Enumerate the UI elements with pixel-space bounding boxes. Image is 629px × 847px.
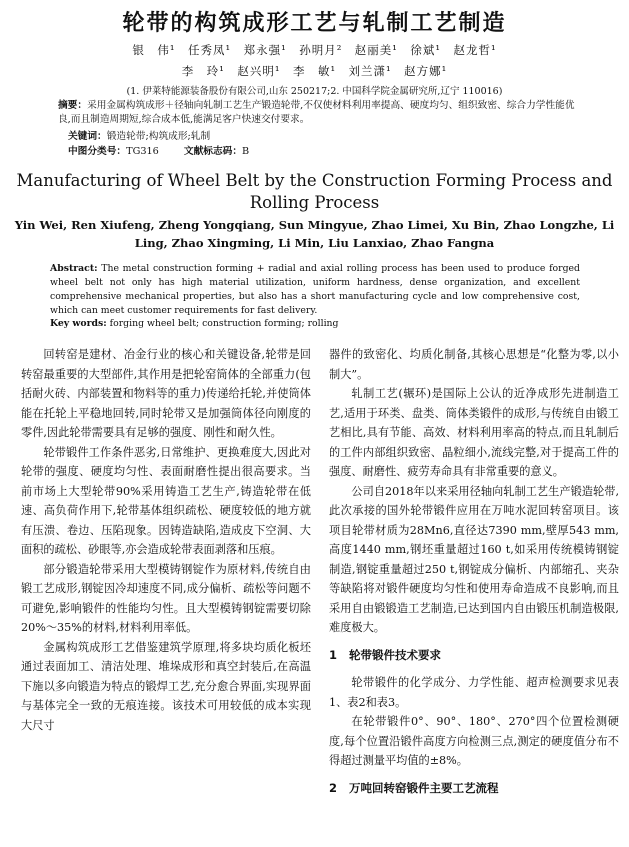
title-en: Manufacturing of Wheel Belt by the Construction Forming Process and Rolling Process [16,171,613,212]
paragraph: 公司自2018年以来采用径轴向轧制工艺生产锻造轮带,此次承接的国外轮带锻件应用在万吨水泥回转窑项目。该项目轮带材质为28Mn6,直径达7390 mm,壁厚543 mm,高度1440 mm,钢坯重量超过160 t,如采用传统模铸钢锭制造,钢锭重量超过250 t,钢锭成分偏析、内部缩孔、夹杂等缺陷将对锻件硬度均匀性和使用寿命造成不良影响,而且采用自由锻锻造工艺制造,已达到国内自由锻压机制造极限,难度极大。 [329,484,619,634]
abstract-cn-text: 采用金属构筑成形＋径轴向轧制工艺生产锻造轮带,不仅使材料利用率提高、硬度均匀、组织致密、综合力学性能优良,而且制造周期短,综合成本低,能满足客户快速交付要求。 [58,100,575,125]
classification-cn [68,145,593,159]
abstract-en-label: Abstract: [50,263,98,274]
paragraph: 轧制工艺(辗环)是国际上公认的近净成形先进制造工艺,适用于环类、盘类、筒体类锻件的成形,与传统自由锻工艺相比,具有节能、高效、材料利用率高的特点,而且轧制后的工件内部组织致密、晶粒细小,流线完整,对于提高工件的强度、耐磨性、疲劳寿命具有非常重要的意义。 [329,387,619,478]
doc-code-value: B [242,146,250,157]
paragraph: 部分锻造轮带采用大型模铸钢锭作为原材料,传统自由锻工艺成形,钢锭因冷却速度不同,成分偏析、疏松等问题不可避免,影响锻件的性能均匀性。且大型模铸钢锭需要切除20%～35%的材料,材料利用率低。 [21,562,311,634]
doc-code-label: 文献标志码： [183,146,243,157]
keywords-en [50,318,580,329]
abstract-cn [58,99,583,127]
title-cn: 轮带的构筑成形工艺与轧制工艺制造 [122,11,507,36]
abstract-cn-label: 摘要： [58,100,88,111]
keywords-cn-label: 关键词： [68,131,107,142]
classification-value: TG316 [126,146,159,157]
section-title: 万吨回转窑锻件主要工艺流程 [349,780,499,795]
classification-label: 中图分类号： [68,146,127,157]
section-heading-1 [329,646,619,666]
section-title: 轮带锻件技术要求 [349,647,442,662]
authors-cn-line1: 银 伟¹ 任秀凤¹ 郑永强¹ 孙明月² 赵丽美¹ 徐斌¹ 赵龙哲¹ [132,43,497,57]
body-column-left [21,345,311,735]
paragraph: 在轮带锻件0°、90°、180°、270°四个位置检测硬度,每个位置沿锻件高度方向检测三点,测定的硬度值分布不得超过测量平均值的±8%。 [329,715,619,767]
section-number: 2 [329,780,338,795]
keywords-cn [68,130,593,144]
paragraph: 轮带锻件工作条件恶劣,日常维护、更换难度大,因此对轮带的强度、硬度均匀性、表面耐磨性提出很高要求。当前市场上大型轮带90%采用铸造工艺生产,铸造轮带在低速、高负荷作用下,轮带基体组织疏松、硬度较低的地方就有压溃、卷边、压陷现象。因铸造缺陷,造成皮下空洞、大面积的疏松、砂眼等,亦会造成轮带表面剥落和压痕。 [21,445,311,556]
keywords-en-text: forging wheel belt; construction forming; rolling [109,318,339,329]
affiliation-cn: (1. 伊莱特能源装备股份有限公司,山东 250217;2. 中国科学院金属研究所,辽宁 110016) [126,86,503,97]
authors-cn-line2: 李 玲¹ 赵兴明¹ 李 敏¹ 刘兰潇¹ 赵方娜¹ [181,64,448,78]
body-column-right [329,345,619,806]
authors-en: Yin Wei, Ren Xiufeng, Zheng Yongqiang, Sun Mingyue, Zhao Limei, Xu Bin, Zhao Longzhe, Li Ling, Zhao Xingming, Li Min, Liu Lanxiao, Zhao Fangna [14,218,615,250]
paragraph: 金属构筑成形工艺借鉴建筑学原理,将多块均质化板坯通过表面加工、清洁处理、堆垛成形和真空封装后,在高温下施以多向锻造为特点的锻焊工艺,充分愈合界面,实现界面与基体完全一致的无痕连接。该技术可用较低的成本实现大尺寸 [21,640,311,732]
section-heading-2 [329,779,619,799]
abstract-en [50,262,580,318]
keywords-cn-text: 锻造轮带;构筑成形;轧制 [106,131,211,142]
keywords-en-label: Key words: [50,318,107,329]
paragraph: 轮带锻件的化学成分、力学性能、超声检测要求见表1、表2和表3。 [329,676,619,709]
abstract-en-text: The metal construction forming + radial and axial rolling process has been used to produce forged wheel belt not only has high material utilization, uniform hardness, dense organization, and excellent comprehensive mechanical properties, but also has a short manufacturing cycle and low comprehensive cost, which can meet customer requirements for fast delivery. [50,263,580,316]
paragraph: 回转窑是建材、冶金行业的核心和关键设备,轮带是回转窑最重要的大型部件,其作用是把轮窑筒体的全部重力(包括耐火砖、内部装置和物料等的重力)传递给托轮,并使筒体能在托轮上平稳地回转,同时轮带又是加强筒体径向刚度的零件,因此轮带需要具有足够的强度、刚性和耐久性。 [21,348,311,439]
paragraph: 器件的致密化、均质化制备,其核心思想是“化整为零,以小制大”。 [329,348,619,381]
section-number: 1 [329,647,338,662]
